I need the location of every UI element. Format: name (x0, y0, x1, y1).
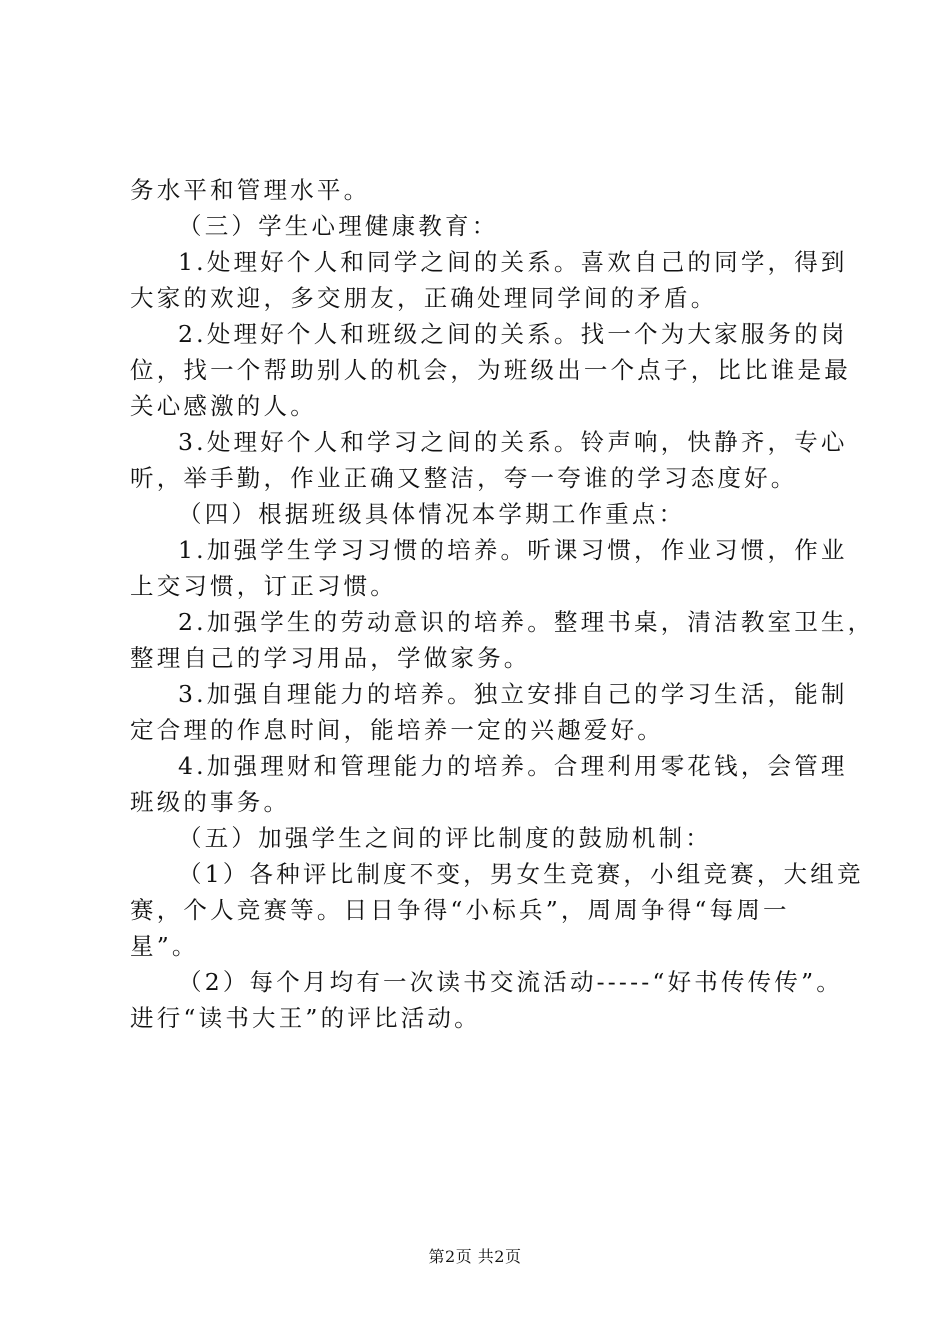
text-line: 位，找一个帮助别人的机会，为班级出一个点子，比比谁是最 (130, 356, 851, 384)
text-line: 1.处理好个人和同学之间的关系。喜欢自己的同学，得到 (178, 248, 848, 276)
text-line: 班级的事务。 (130, 788, 291, 816)
page-number-footer: 第2页 共2页 (428, 1247, 522, 1266)
text-line: 整理自己的学习用品，学做家务。 (130, 644, 531, 672)
text-line: （2）每个月均有一次读书交流活动-----“好书传传传”。 (178, 968, 843, 996)
text-line: 星”。 (130, 932, 199, 960)
text-line: 大家的欢迎，多交朋友，正确处理同学间的矛盾。 (130, 284, 718, 312)
text-line: 2.处理好个人和班级之间的关系。找一个为大家服务的岗 (178, 320, 848, 348)
text-line: 定合理的作息时间，能培养一定的兴趣爱好。 (130, 716, 664, 744)
document-body (130, 172, 875, 1036)
text-line: 听，举手勤，作业正确又整洁，夸一夸谁的学习态度好。 (130, 464, 798, 492)
text-line: 进行“读书大王”的评比活动。 (130, 1004, 481, 1032)
text-line: 1.加强学生学习习惯的培养。听课习惯，作业习惯，作业 (178, 536, 848, 564)
section-heading-3: （三）学生心理健康教育： (178, 212, 499, 240)
text-line: 上交习惯，订正习惯。 (130, 572, 397, 600)
text-line: 赛，个人竞赛等。日日争得“小标兵”，周周争得“每周一 (130, 896, 790, 924)
section-heading-4: （四）根据班级具体情况本学期工作重点： (178, 500, 686, 528)
section-heading-5: （五）加强学生之间的评比制度的鼓励机制： (178, 824, 712, 852)
text-line: 2.加强学生的劳动意识的培养。整理书桌，清洁教室卫生， (178, 608, 875, 636)
text-line: 关心感激的人。 (130, 392, 317, 420)
text-line: 3.加强自理能力的培养。独立安排自己的学习生活，能制 (178, 680, 848, 708)
text-line: 务水平和管理水平。 (130, 176, 371, 204)
text-line: 3.处理好个人和学习之间的关系。铃声响，快静齐，专心 (178, 428, 848, 456)
text-line: 4.加强理财和管理能力的培养。合理利用零花钱，会管理 (178, 752, 848, 780)
text-line: （1）各种评比制度不变，男女生竞赛，小组竞赛，大组竞 (178, 860, 864, 888)
